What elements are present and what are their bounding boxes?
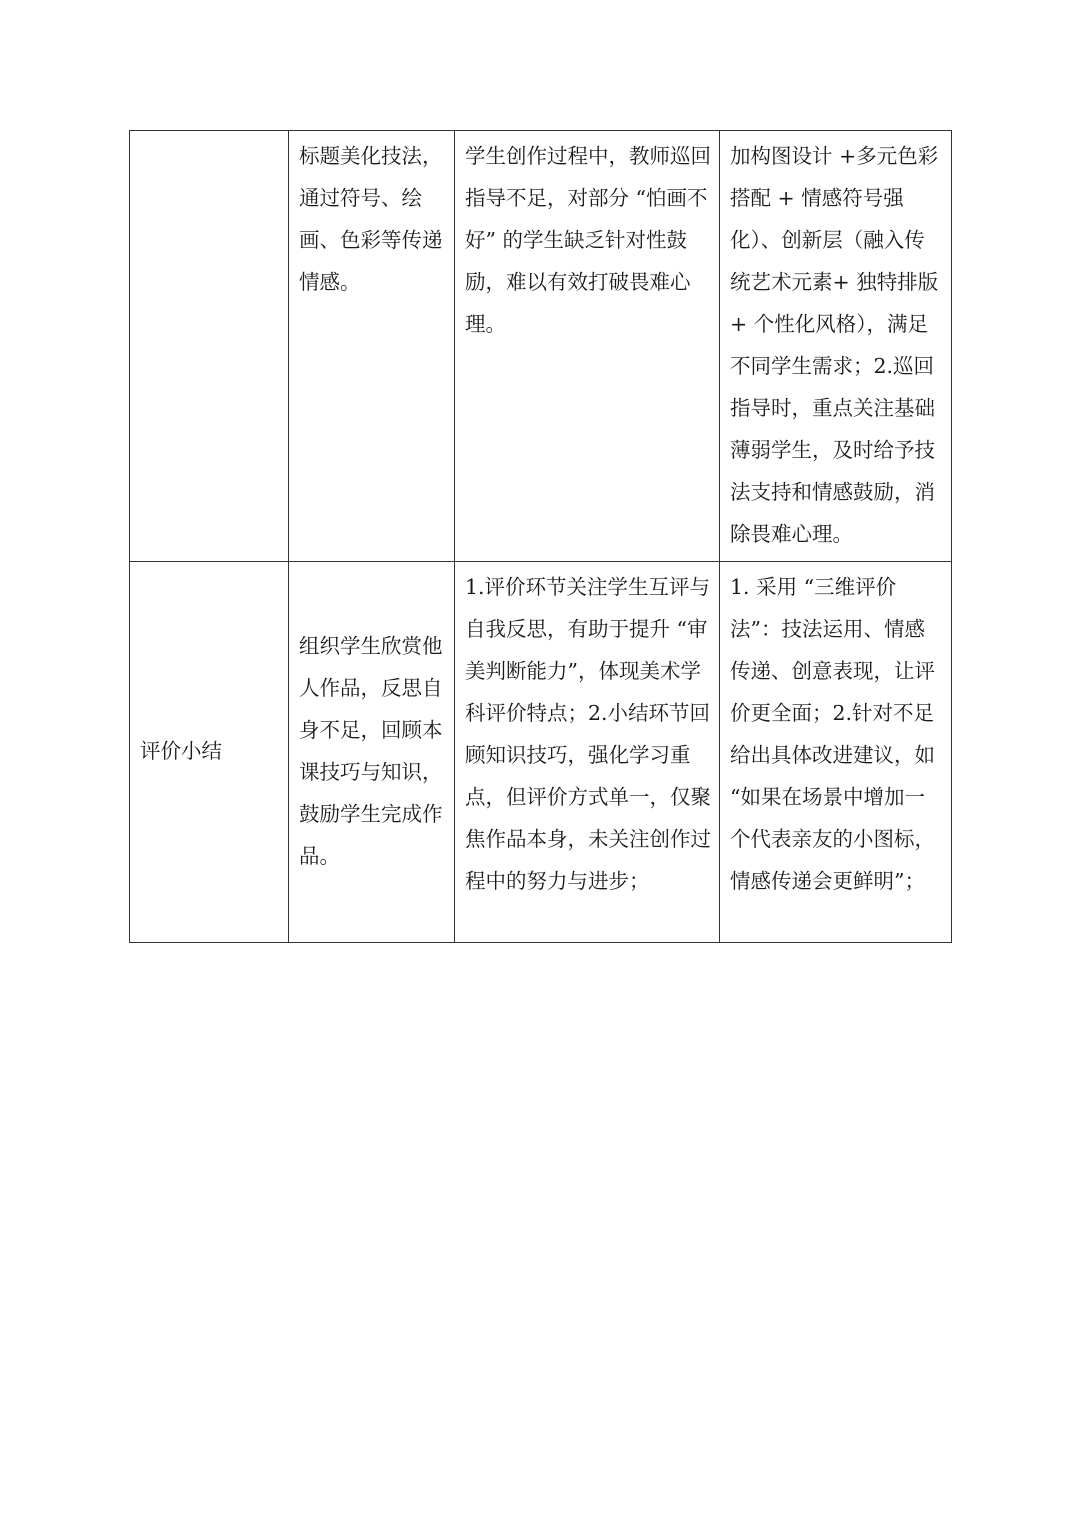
- problem-cell: [455, 562, 720, 943]
- stage-cell: [130, 562, 289, 943]
- improvement-cell: [720, 131, 952, 562]
- content-cell: [289, 131, 455, 562]
- content-text: 标题美化技法，通过符号、绘画、色彩等传递情感。: [299, 144, 443, 294]
- evaluation-table: [129, 130, 952, 943]
- improvement-cell: [720, 562, 952, 943]
- stage-cell: [130, 131, 289, 562]
- stage-text: [130, 131, 288, 141]
- problem-text: 1.评价环节关注学生互评与自我反思，有助于提升 “审美判断能力”，体现美术学科评价特点；2.小结环节回顾知识技巧，强化学习重点，但评价方式单一，仅聚焦作品本身，未关注创作过程中的努力与进步；: [465, 575, 711, 893]
- stage-text: 评价小结: [140, 739, 222, 763]
- table-row: [130, 131, 952, 562]
- content-text: 组织学生欣赏他人作品，反思自身不足，回顾本课技巧与知识，鼓励学生完成作品。: [299, 634, 443, 868]
- problem-cell: [455, 131, 720, 562]
- table-row: [130, 562, 952, 943]
- improvement-text: 加构图设计 +多元色彩搭配 + 情感符号强化）、创新层（融入传统艺术元素+ 独特排版 + 个性化风格），满足不同学生需求；2.巡回指导时，重点关注基础薄弱学生，及时给予技法支持和情感鼓励，消除畏难心理。: [730, 144, 939, 546]
- content-cell: [289, 562, 455, 943]
- improvement-text: 1. 采用 “三维评价法”：技法运用、情感传递、创意表现，让评价更全面；2.针对不足给出具体改进建议，如 “如果在场景中增加一个代表亲友的小图标，情感传递会更鲜明”；: [730, 575, 935, 893]
- problem-text: 学生创作过程中，教师巡回指导不足，对部分 “怕画不好” 的学生缺乏针对性鼓励，难以有效打破畏难心理。: [465, 144, 711, 336]
